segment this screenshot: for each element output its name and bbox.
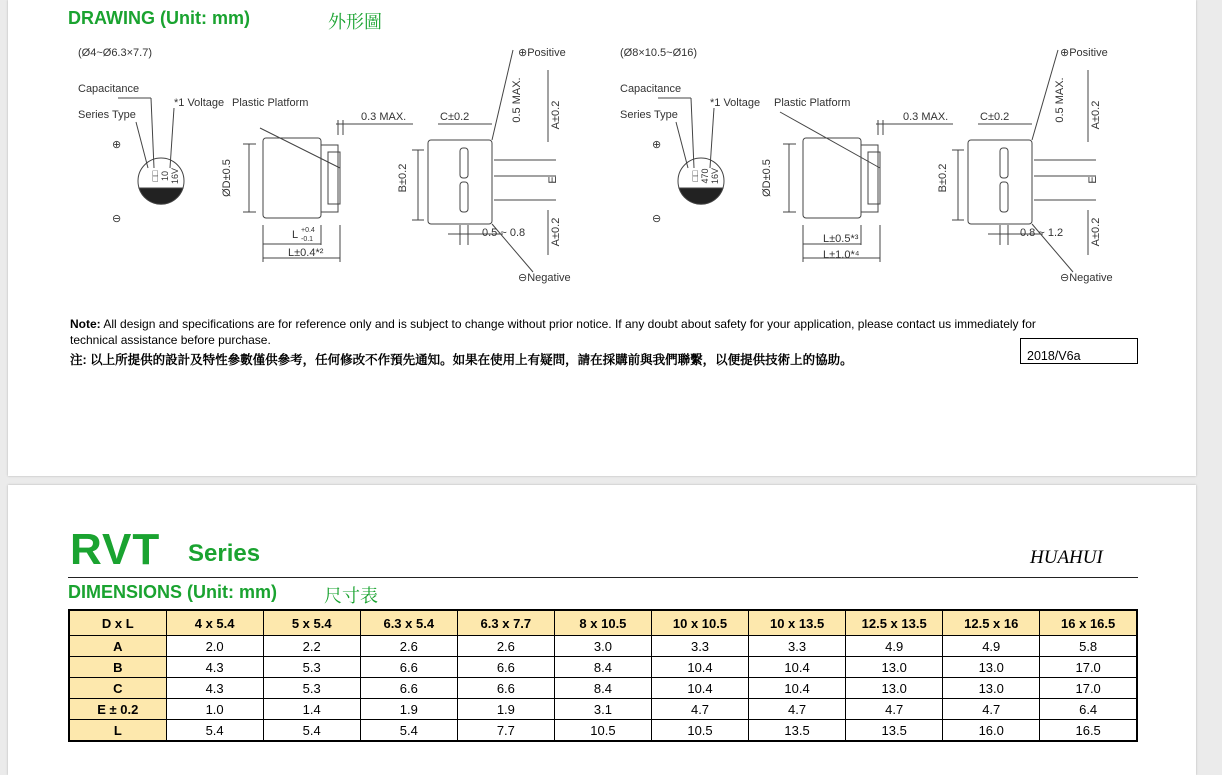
table-cell: 17.0 xyxy=(1040,678,1137,699)
header-cell: 4 x 5.4 xyxy=(166,610,263,636)
capacitor-side-view xyxy=(263,138,321,218)
left-a-tol-bottom: A±0.2 xyxy=(550,217,562,247)
row-label: L xyxy=(69,720,166,742)
series-word: Series xyxy=(188,540,261,567)
table-cell: 10.5 xyxy=(554,720,651,742)
right-b-tol-label: B±0.2 xyxy=(937,163,949,193)
table-cell: 6.6 xyxy=(360,678,457,699)
table-cell: 8.4 xyxy=(554,678,651,699)
table-cell: 10.5 xyxy=(651,720,748,742)
right-negative-label: ⊖Negative xyxy=(1060,272,1113,284)
table-cell: 3.1 xyxy=(554,699,651,720)
header-cell: 12.5 x 16 xyxy=(943,610,1040,636)
left-max03-label: 0.3 MAX. xyxy=(361,111,407,123)
document-page-2 xyxy=(8,485,1196,775)
table-cell: 7.7 xyxy=(457,720,554,742)
table-cell: 1.9 xyxy=(457,699,554,720)
table-row xyxy=(69,636,1137,657)
right-a-tol-top: A±0.2 xyxy=(1090,100,1102,130)
left-l-minus: -0.1 xyxy=(301,236,314,243)
left-e-label: E xyxy=(547,176,559,184)
table-cell: 2.6 xyxy=(457,636,554,657)
table-cell: 10.4 xyxy=(651,657,748,678)
table-cell: 13.0 xyxy=(943,678,1040,699)
table-cell: 5.4 xyxy=(263,720,360,742)
note-cn-text: 以上所提供的設計及特性參數僅供參考，任何修改不作預先通知。如果在使用上有疑問，請在採購前與我們聯繫，以便提供技術上的協助。 xyxy=(86,353,853,367)
note-text: All design and specifications are for reference only and is subject to change without prior notice. If any doubt about safety for your application, please contact us immediately for technical assistance before purchase. xyxy=(70,317,1036,347)
table-cell: 4.3 xyxy=(166,678,263,699)
table-body xyxy=(69,636,1137,742)
right-a-tol-bottom: A±0.2 xyxy=(1090,217,1102,247)
table-row xyxy=(69,657,1137,678)
table-cell: 2.2 xyxy=(263,636,360,657)
table-cell: 4.7 xyxy=(651,699,748,720)
table-cell: 4.7 xyxy=(749,699,846,720)
table-cell: 2.0 xyxy=(166,636,263,657)
right-series-marking: □□ xyxy=(690,170,700,182)
table-cell: 5.3 xyxy=(263,678,360,699)
left-range-08: 0.5 ~ 0.8 xyxy=(482,227,526,239)
table-cell: 10.4 xyxy=(749,678,846,699)
left-cap-marking: 10 xyxy=(160,170,170,182)
table-cell: 13.0 xyxy=(846,657,943,678)
left-a-tol-top: A±0.2 xyxy=(550,100,562,130)
table-cell: 5.4 xyxy=(166,720,263,742)
left-platform-label: Plastic Platform xyxy=(232,97,309,109)
table-cell: 10.4 xyxy=(651,678,748,699)
right-series-type-label: Series Type xyxy=(620,109,678,121)
right-positive-label: ⊕Positive xyxy=(1060,47,1108,59)
left-d-tol-label: ØD±0.5 xyxy=(221,159,233,197)
left-positive-label: ⊕Positive xyxy=(518,47,566,59)
table-cell: 1.0 xyxy=(166,699,263,720)
left-negative-label: ⊖Negative xyxy=(518,272,571,284)
header-cell: 10 x 10.5 xyxy=(651,610,748,636)
table-cell: 4.7 xyxy=(846,699,943,720)
left-b-tol-label: B±0.2 xyxy=(397,163,409,193)
dimension-drawing xyxy=(8,40,1196,300)
header-rule xyxy=(68,577,1138,578)
header-cell: 5 x 5.4 xyxy=(263,610,360,636)
table-cell: 16.5 xyxy=(1040,720,1137,742)
header-cell: 10 x 13.5 xyxy=(749,610,846,636)
table-cell: 3.3 xyxy=(651,636,748,657)
right-size-range: (Ø8×10.5~Ø16) xyxy=(620,47,698,59)
table-header-row xyxy=(69,610,1137,636)
table-cell: 2.6 xyxy=(360,636,457,657)
table-cell: 4.3 xyxy=(166,657,263,678)
left-c-tol-label: C±0.2 xyxy=(440,111,470,123)
left-max05-label: 0.5 MAX. xyxy=(511,77,523,123)
row-label: B xyxy=(69,657,166,678)
row-label: C xyxy=(69,678,166,699)
table-cell: 13.5 xyxy=(749,720,846,742)
table-cell: 13.0 xyxy=(846,678,943,699)
right-capacitance-label: Capacitance xyxy=(620,83,682,95)
right-max03-label: 0.3 MAX. xyxy=(903,111,949,123)
right-plus-mark: ⊕ xyxy=(652,139,662,151)
right-c-tol-label: C±0.2 xyxy=(980,111,1010,123)
table-cell: 1.9 xyxy=(360,699,457,720)
table-cell: 3.3 xyxy=(749,636,846,657)
negative-band xyxy=(139,188,183,204)
right-minus-mark: ⊖ xyxy=(652,213,662,225)
left-series-type-label: Series Type xyxy=(78,109,136,121)
right-max05-label: 0.5 MAX. xyxy=(1054,77,1066,123)
capacitor-side-view-large xyxy=(803,138,861,218)
table-cell: 17.0 xyxy=(1040,657,1137,678)
left-series-marking: □□ xyxy=(150,170,160,182)
brand-name: HUAHUI xyxy=(1030,547,1103,568)
right-l-tol4: L±1.0*⁴ xyxy=(823,249,860,261)
table-cell: 8.4 xyxy=(554,657,651,678)
right-voltage-label: *1 Voltage xyxy=(710,97,761,109)
table-cell: 5.4 xyxy=(360,720,457,742)
document-page-1 xyxy=(8,0,1196,476)
left-l-tol: L±0.4*² xyxy=(288,247,324,259)
right-volt-marking: 16V xyxy=(710,167,720,185)
table-cell: 4.7 xyxy=(943,699,1040,720)
right-e-label: E xyxy=(1087,176,1099,184)
left-plus-mark: ⊕ xyxy=(112,139,122,151)
header-cell: 6.3 x 5.4 xyxy=(360,610,457,636)
left-minus-mark: ⊖ xyxy=(112,213,122,225)
left-voltage-label: *1 Voltage xyxy=(174,97,225,109)
header-cell: 6.3 x 7.7 xyxy=(457,610,554,636)
table-row xyxy=(69,699,1137,720)
table-cell: 16.0 xyxy=(943,720,1040,742)
dimensions-title: DIMENSIONS (Unit: mm) xyxy=(68,582,277,602)
header-cell: 16 x 16.5 xyxy=(1040,610,1137,636)
table-cell: 4.9 xyxy=(943,636,1040,657)
negative-band-large xyxy=(679,188,723,204)
right-range-12: 0.8 ~ 1.2 xyxy=(1020,227,1064,239)
header-cell: 12.5 x 13.5 xyxy=(846,610,943,636)
table-cell: 4.9 xyxy=(846,636,943,657)
right-d-tol-label: ØD±0.5 xyxy=(761,159,773,197)
dimensions-table xyxy=(68,609,1138,742)
right-cap-marking: 470 xyxy=(700,168,710,184)
table-cell: 5.3 xyxy=(263,657,360,678)
header-cell: 8 x 10.5 xyxy=(554,610,651,636)
right-platform-label: Plastic Platform xyxy=(774,97,851,109)
table-cell: 10.4 xyxy=(749,657,846,678)
table-cell: 13.5 xyxy=(846,720,943,742)
note-chinese xyxy=(70,350,853,368)
version-box: 2018/V6a xyxy=(1020,338,1138,364)
left-l-plus: +0.4 xyxy=(301,227,315,234)
table-cell: 5.8 xyxy=(1040,636,1137,657)
row-label: A xyxy=(69,636,166,657)
dimensions-title-cn: 尺寸表 xyxy=(324,586,378,606)
table-cell: 13.0 xyxy=(943,657,1040,678)
note-cn-label: 注: xyxy=(70,353,87,367)
drawing-title: DRAWING (Unit: mm) xyxy=(68,8,250,28)
left-volt-marking: 16V xyxy=(170,167,180,185)
table-cell: 6.4 xyxy=(1040,699,1137,720)
left-capacitance-label: Capacitance xyxy=(78,83,140,95)
drawing-title-cn: 外形圖 xyxy=(328,12,382,32)
table-cell: 6.6 xyxy=(457,678,554,699)
table-cell: 6.6 xyxy=(457,657,554,678)
table-cell: 1.4 xyxy=(263,699,360,720)
left-size-range: (Ø4~Ø6.3×7.7) xyxy=(78,47,152,59)
header-cell: D x L xyxy=(69,610,166,636)
row-label: E ± 0.2 xyxy=(69,699,166,720)
series-name: RVT xyxy=(70,525,161,574)
right-l-tol3: L±0.5*³ xyxy=(823,233,859,245)
table-row xyxy=(69,678,1137,699)
table-cell: 3.0 xyxy=(554,636,651,657)
left-l-main: L xyxy=(292,229,299,241)
note-label: Note: xyxy=(70,317,101,331)
table-row xyxy=(69,720,1137,742)
table-cell: 6.6 xyxy=(360,657,457,678)
note-english xyxy=(70,316,1060,348)
